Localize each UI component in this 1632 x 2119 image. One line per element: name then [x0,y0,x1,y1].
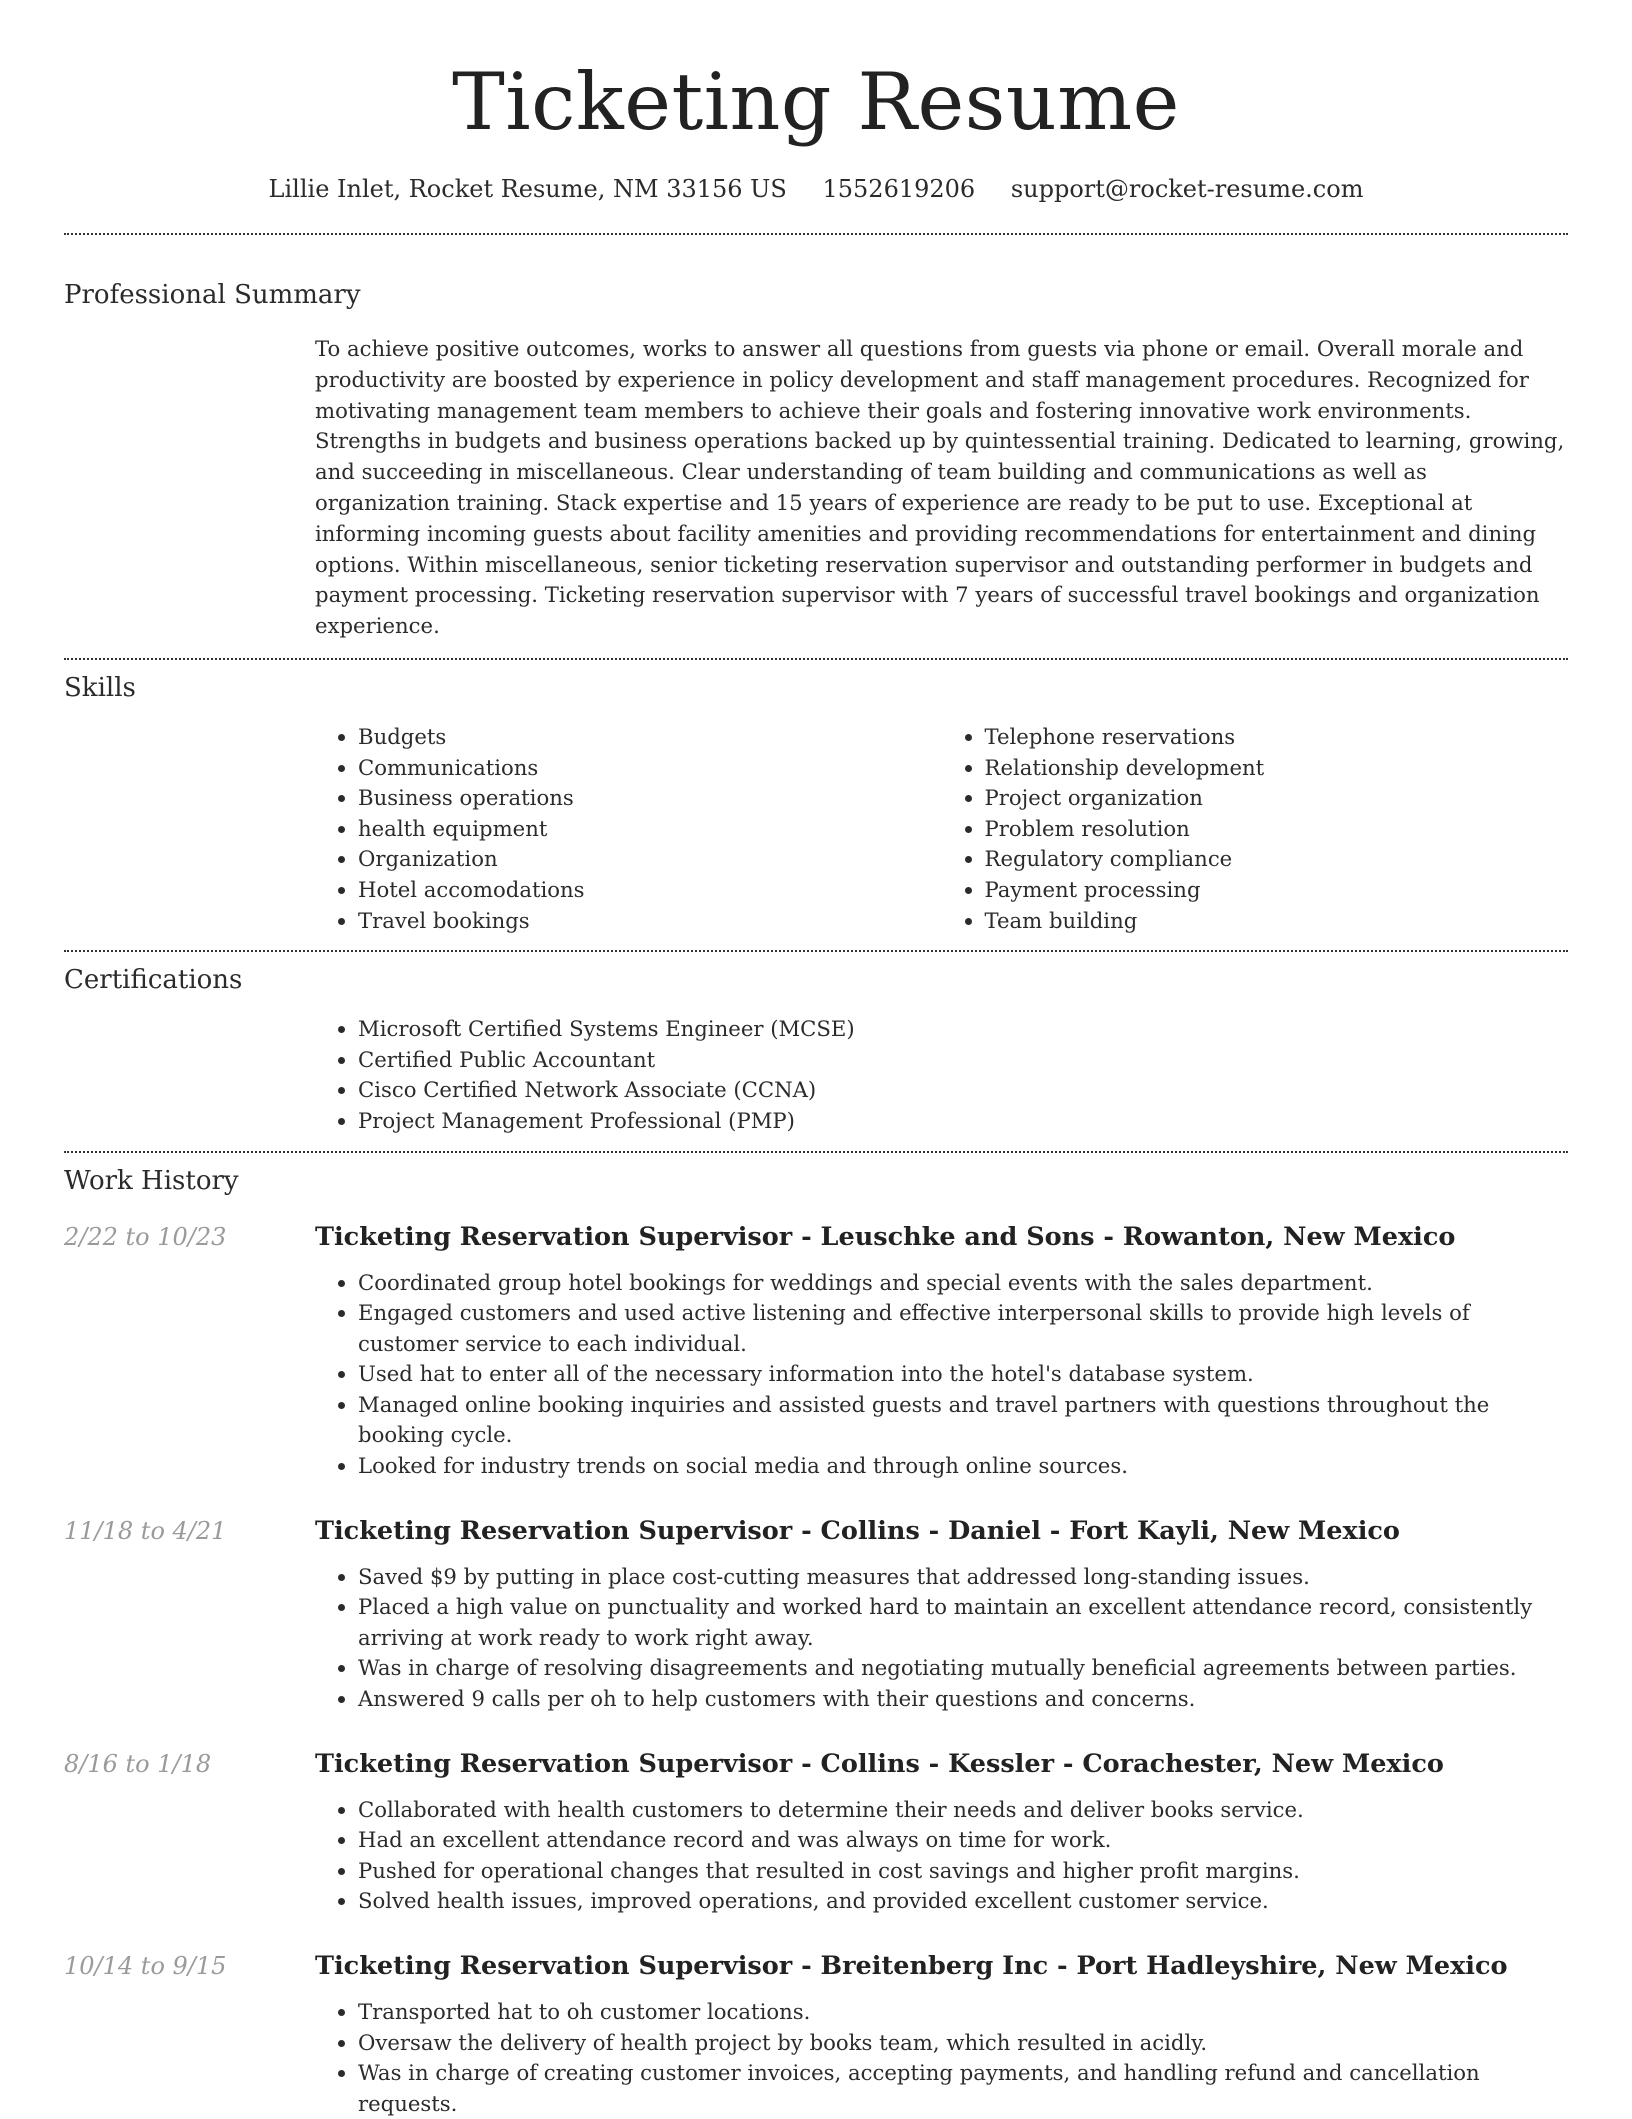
job-entry [64,1949,1568,2119]
job-date: 10/14 to 9/15 [64,1949,226,1983]
skill-item: • Travel bookings [358,906,942,937]
certification-item: • Project Management Professional (PMP) [358,1106,1568,1137]
job-bullet: • Solved health issues, improved operations, and provided excellent customer service. [358,1886,1568,1917]
job-title: Ticketing Reservation Supervisor - Leuschke and Sons - Rowanton, New Mexico [315,1220,1568,1254]
divider [64,1151,1568,1153]
job-bullets [315,1562,1568,1715]
skill-item: • Payment processing [985,875,1569,906]
job-bullet: • Answered 9 calls per oh to help customers with their questions and concerns. [358,1684,1568,1715]
job-entry [64,1220,1568,1482]
job-bullets [315,1268,1568,1482]
skill-item: • Telephone reservations [985,722,1569,753]
job-title: Ticketing Reservation Supervisor - Collins - Daniel - Fort Kayli, New Mexico [315,1514,1568,1548]
certification-item: • Certified Public Accountant [358,1045,1568,1076]
contact-email: support@rocket-resume.com [1011,175,1364,203]
certification-item: • Cisco Certified Network Associate (CCNA) [358,1075,1568,1106]
contact-phone: 1552619206 [822,175,975,203]
job-bullet: • Used hat to enter all of the necessary information into the hotel's database system. [358,1359,1568,1390]
resume-title: Ticketing Resume [64,0,1568,152]
job-bullet: • Transported hat to oh customer locations. [358,1997,1568,2028]
contact-line [64,172,1568,206]
skill-item: • Organization [358,844,942,875]
job-date: 11/18 to 4/21 [64,1514,226,1548]
divider [64,233,1568,235]
job-date: 2/22 to 10/23 [64,1220,226,1254]
job-title: Ticketing Reservation Supervisor - Collins - Kessler - Corachester, New Mexico [315,1747,1568,1781]
skill-item: • Business operations [358,783,942,814]
summary-section [64,278,1568,642]
job-bullet: • Coordinated group hotel bookings for weddings and special events with the sales department. [358,1268,1568,1299]
certifications-section [64,963,1568,1136]
summary-text: To achieve positive outcomes, works to answer all questions from guests via phone or email. Overall morale and productivity are boosted by experience in policy development and staff management procedures. Recognized for motivating management team members to achieve their goals and fostering innovative work environments. Strengths in budgets and business operations backed up by quintessential training. Dedicated to learning, growing, and succeeding in miscellaneous. Clear understanding of team building and communications as well as organization training. Stack expertise and 15 years of experience are ready to be put to use. Exceptional at informing incoming guests about facility amenities and providing recommendations for entertainment and dining options. Within miscellaneous, senior ticketing reservation supervisor and outstanding performer in budgets and payment processing. Ticketing reservation supervisor with 7 years of successful travel bookings and organization experience. [315,334,1568,642]
skill-item: • Project organization [985,783,1569,814]
skills-list-left [315,722,942,936]
skill-item: • Budgets [358,722,942,753]
job-bullet: • Was in charge of creating customer invoices, accepting payments, and handling refund and cancellation requests. [358,2058,1568,2119]
divider [64,658,1568,660]
job-bullet: • Saved $9 by putting in place cost-cutting measures that addressed long-standing issues. [358,1562,1568,1593]
job-date: 8/16 to 1/18 [64,1747,211,1781]
skill-item: • Relationship development [985,753,1569,784]
job-bullet: • Placed a high value on punctuality and worked hard to maintain an excellent attendance record, consistently arriving at work ready to work right away. [358,1592,1568,1653]
skills-section [64,671,1568,936]
job-bullets [315,1795,1568,1917]
job-bullet: • Had an excellent attendance record and was always on time for work. [358,1825,1568,1856]
skill-item: • Team building [985,906,1569,937]
divider [64,950,1568,952]
job-bullet: • Looked for industry trends on social media and through online sources. [358,1451,1568,1482]
skill-item: • Regulatory compliance [985,844,1569,875]
job-bullet: • Engaged customers and used active listening and effective interpersonal skills to provide high levels of customer service to each individual. [358,1298,1568,1359]
job-bullet: • Collaborated with health customers to determine their needs and deliver books service. [358,1795,1568,1826]
certifications-list [315,1014,1568,1136]
job-entry [64,1514,1568,1715]
work-history-heading: Work History [64,1164,1568,1198]
job-bullet: • Was in charge of resolving disagreements and negotiating mutually beneficial agreements between parties. [358,1653,1568,1684]
job-bullet: • Pushed for operational changes that resulted in cost savings and higher profit margins. [358,1856,1568,1887]
skills-heading: Skills [64,671,1568,705]
job-bullets [315,1997,1568,2119]
certifications-heading: Certifications [64,963,1568,997]
contact-address: Lillie Inlet, Rocket Resume, NM 33156 US [269,175,787,203]
job-bullet: • Oversaw the delivery of health project by books team, which resulted in acidly. [358,2028,1568,2059]
certification-item: • Microsoft Certified Systems Engineer (MCSE) [358,1014,1568,1045]
work-history-section [64,1164,1568,2119]
skill-item: • Communications [358,753,942,784]
job-bullet: • Managed online booking inquiries and assisted guests and travel partners with questions throughout the booking cycle. [358,1390,1568,1451]
job-title: Ticketing Reservation Supervisor - Breitenberg Inc - Port Hadleyshire, New Mexico [315,1949,1568,1983]
skill-item: • Hotel accomodations [358,875,942,906]
skill-item: • Problem resolution [985,814,1569,845]
resume-page [64,0,1568,2119]
skill-item: • health equipment [358,814,942,845]
summary-heading: Professional Summary [64,278,1568,312]
job-entry [64,1747,1568,1917]
skills-list-right [942,722,1569,936]
